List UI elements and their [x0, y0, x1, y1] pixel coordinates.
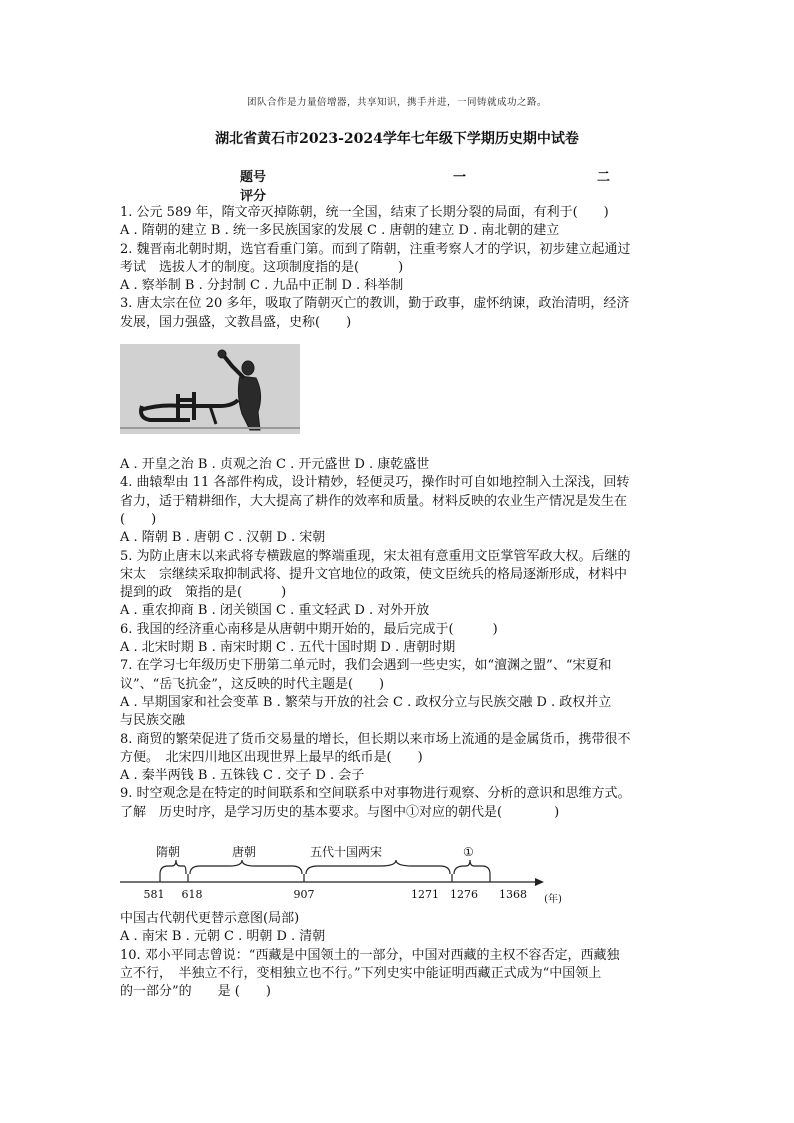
timeline-year-907: 907 [293, 888, 315, 902]
q7-options-line2: 与民族交融 [120, 713, 186, 729]
timeline-label-tang: 唐朝 [232, 845, 257, 860]
timeline-year-581: 581 [143, 888, 165, 902]
dynasty-timeline [120, 836, 570, 904]
q10-stem-line2: 立不行， 半独立不行，变相独立也不行。”下列史实中能证明西藏正式成为“中国领上 [120, 965, 602, 981]
q1-stem: 1. 公元 589 年，隋文帝灭掉陈朝，统一全国，结束了长期分裂的局面，有利于( ) [120, 205, 609, 220]
q2-options: A . 察举制 B . 分封制 C . 九品中正制 D . 科举制 [120, 278, 404, 294]
q10-stem-line3: 的一部分”的 是 ( ) [120, 984, 271, 1000]
timeline-label-marker: ① [463, 845, 474, 860]
q9-stem-line2: 了解 历史时序，是学习历史的基本要求。与图中①对应的朝代是( ) [120, 804, 560, 820]
q4-stem-line2: 省力，适于精耕细作，大大提高了耕作的效率和质量。材料反映的农业生产情况是发生在 [120, 493, 628, 509]
q5-stem-line1: 5. 为防止唐末以来武将专横跋扈的弊端重现，宋太祖有意重用文臣掌管军政大权。后继的 [120, 548, 631, 564]
timeline-year-618: 618 [181, 888, 203, 902]
q5-stem-line2: 宋太 宗继续采取抑制武将、提升文官地位的政策，使文臣统兵的格局逐渐形成，材料中 [120, 566, 628, 582]
q8-options: A . 秦半两钱 B . 五铢钱 C . 交子 D . 会子 [120, 768, 365, 784]
timeline-year-1271: 1271 [411, 888, 439, 902]
q2-stem-line1: 2. 魏晋南北朝时期，选官看重门第。而到了隋朝，注重考察人才的学识，初步建立起通过 [120, 241, 631, 257]
score-label-pingfen: 评分 [240, 189, 267, 204]
q4-stem-line3: ( ) [120, 511, 157, 527]
q5-stem-line3: 提到的政 策指的是( ) [120, 585, 287, 601]
q6-stem: 6. 我国的经济重心南移是从唐朝中期开始的，最后完成于( ) [120, 621, 498, 637]
score-col-2: 二 [597, 170, 611, 185]
header-motto: 团队合作是力量倍增器，共享知识，携手并进，一同铸就成功之路。 [246, 97, 547, 108]
timeline-unit: (年) [544, 894, 562, 905]
score-label-tihao: 题号 [240, 170, 267, 185]
timeline-label-song: 五代十国两宋 [310, 845, 383, 860]
question-list [120, 204, 680, 1002]
q4-stem-line1: 4. 曲辕犁由 11 各部件构成，设计精妙，轻便灵巧，操作时可自如地控制入土深浅，回转 [120, 475, 630, 491]
q2-stem-line2: 考试 选拔人才的制度。这项制度指的是( ) [120, 259, 404, 275]
exam-title: 湖北省黄石市2023-2024学年七年级下学期历史期中试卷 [215, 131, 579, 147]
q7-stem-line1: 7. 在学习七年级历史下册第二单元时，我们会遇到一些史实，如“澶渊之盟”、“宋夏和 [120, 658, 612, 674]
q8-stem-line1: 8. 商贸的繁荣促进了货币交易量的增长，但长期以来市场上流通的是金属货币，携带很不 [120, 731, 631, 747]
q8-stem-line2: 方便。 北宋四川地区出现世界上最早的纸币是( ) [120, 749, 423, 765]
timeline-year-1276: 1276 [450, 888, 478, 902]
q4-options: A . 隋朝 B . 唐朝 C . 汉朝 D . 宋朝 [120, 530, 326, 546]
q9-figure-caption: 中国古代朝代更替示意图(局部) [120, 911, 300, 927]
q3-stem-line2: 发展，国力强盛，文教昌盛，史称( ) [120, 314, 352, 330]
q3-options: A . 开皇之治 B . 贞观之治 C . 开元盛世 D . 康乾盛世 [120, 457, 430, 473]
timeline-bracket-tang [190, 860, 302, 874]
plough-farmer-illustration [120, 344, 300, 434]
q7-stem-line2: 议”、“岳飞抗金”，这反映的时代主题是( ) [120, 676, 385, 692]
q3-stem-line1: 3. 唐太宗在位 20 多年，吸取了隋朝灭亡的教训，勤于政事，虚怀纳谏，政治清明，经济 [120, 296, 630, 312]
score-col-1: 一 [453, 170, 467, 185]
timeline-label-sui: 隋朝 [156, 845, 181, 860]
q9-stem-line1: 9. 时空观念是在特定的时间联系和空间联系中对事物进行观察、分析的意识和思维方式。 [120, 786, 631, 802]
timeline-bracket-marker [454, 860, 490, 874]
q5-options: A . 重农抑商 B . 闭关锁国 C . 重文轻武 D . 对外开放 [120, 603, 430, 619]
timeline-year-1368: 1368 [499, 888, 527, 902]
timeline-bracket-song [306, 860, 450, 874]
timeline-bracket-sui [160, 860, 186, 874]
timeline-arrow [535, 878, 544, 886]
q9-options: A . 南宋 B . 元朝 C . 明朝 D . 清朝 [120, 929, 326, 945]
q7-options-line1: A . 早期国家和社会变革 B . 繁荣与开放的社会 C . 政权分立与民族交融 D . 政权并立 [120, 694, 612, 710]
q10-stem-line1: 10. 邓小平同志曾说：“西藏是中国领土的一部分，中国对西藏的主权不容否定，西藏独 [120, 947, 620, 963]
q6-options: A . 北宋时期 B . 南宋时期 C . 五代十国时期 D . 唐朝时期 [120, 640, 456, 656]
q1-options: A . 隋朝的建立 B . 统一多民族国家的发展 C . 唐朝的建立 D . 南北朝的建立 [120, 223, 560, 239]
